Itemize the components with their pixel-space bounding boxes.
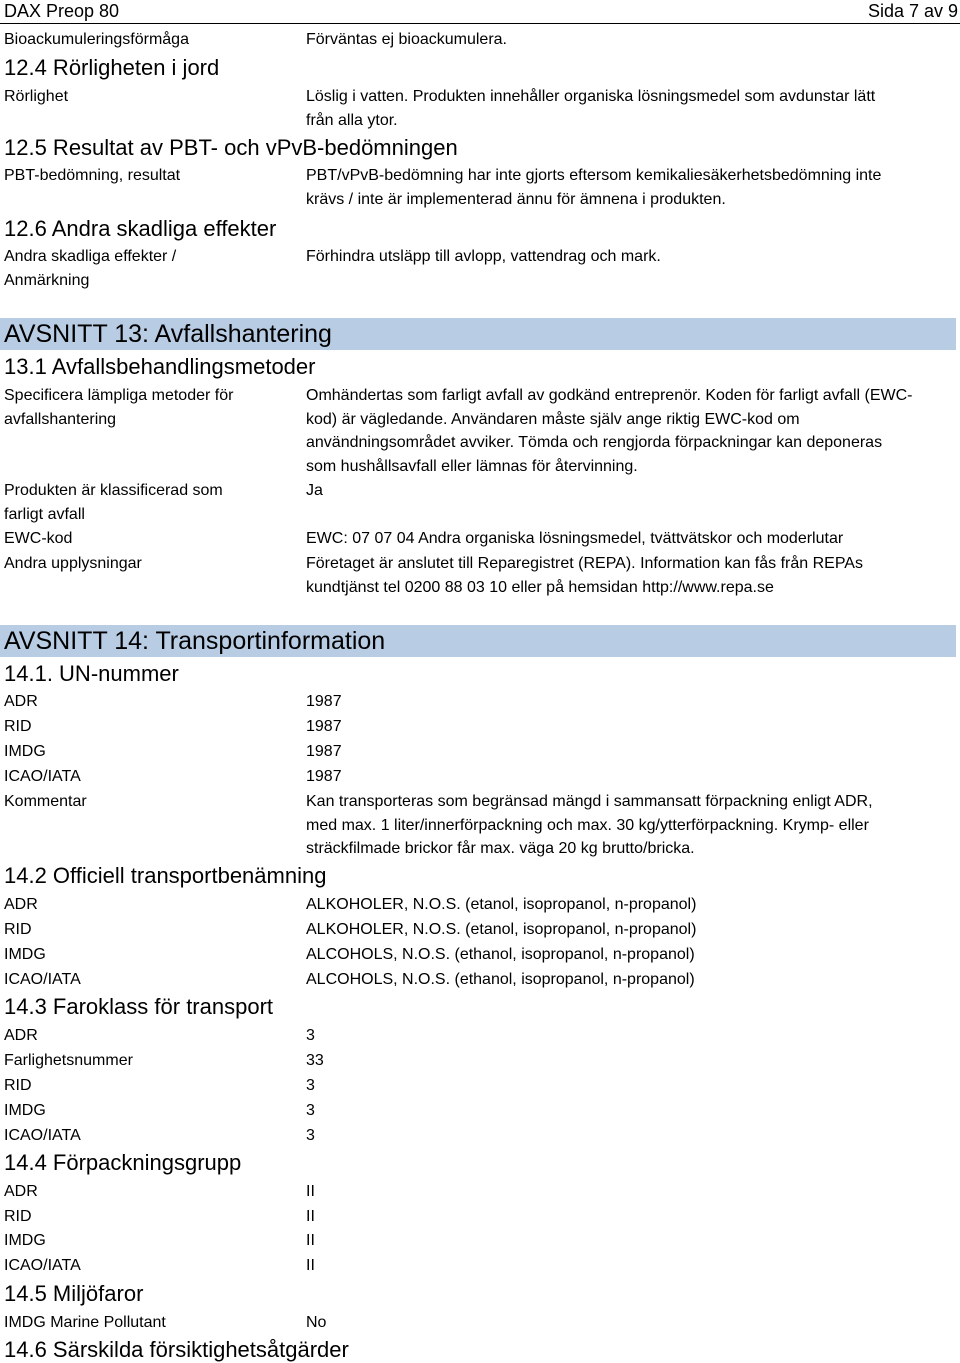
un-row-label: ADR (4, 693, 38, 710)
shipping-name-label: IMDG (4, 946, 46, 963)
shipping-name-label: ADR (4, 896, 38, 913)
hazard-class-value: 33 (306, 1052, 324, 1069)
disposal-method-label: Specificera lämpliga metoder för avfallshantering (4, 387, 234, 428)
hazard-class-value: 3 (306, 1102, 315, 1119)
disposal-method-value: Omhändertas som farligt avfall av godkänd entreprenör. Koden för farligt avfall (EWC-kod) är vägledande. Användaren måste själv ange riktig EWC-kod om användningsområdet avviker. Tömda och rengjorda förpackningar kan deponeras som hushållsavfall eller lämnas för återvinning. (306, 387, 913, 475)
un-row-value: 1987 (306, 718, 342, 735)
hazardous-waste-value: Ja (306, 482, 323, 499)
mobility-label: Rörlighet (4, 88, 69, 105)
shipping-name-value: ALCOHOLS, N.O.S. (ethanol, isopropanol, n-propanol) (306, 946, 695, 963)
packing-group-label: ADR (4, 1183, 38, 1200)
hazardous-waste-label: Produkten är klassificerad som farligt avfall (4, 482, 223, 523)
bioaccumulation-value: Förväntas ej bioackumulera. (306, 31, 507, 48)
mobility-value: Löslig i vatten. Produkten innehåller organiska lösningsmedel som avdunstar lätt från alla ytor. (306, 88, 876, 129)
other-info-value: Företaget är anslutet till Reparegistret (REPA). Information kan fås från REPAs kundtjänst tel 0200 88 03 10 eller på hemsidan http://www.repa.se (306, 555, 863, 596)
other-info-label: Andra upplysningar (4, 555, 142, 572)
hazard-class-label: RID (4, 1077, 32, 1094)
document-name: DAX Preop 80 (4, 1, 120, 21)
subheading-12-6: 12.6 Andra skadliga effekter (4, 216, 277, 241)
shipping-name-label: RID (4, 921, 32, 938)
hazard-class-label: ICAO/IATA (4, 1127, 81, 1144)
shipping-name-value: ALKOHOLER, N.O.S. (etanol, isopropanol, n-propanol) (306, 921, 697, 938)
hazard-class-label: Farlighetsnummer (4, 1052, 133, 1069)
un-row-value: 1987 (306, 693, 342, 710)
packing-group-value: II (306, 1183, 315, 1200)
packing-group-label: RID (4, 1208, 32, 1225)
comment-label: Kommentar (4, 793, 87, 810)
other-effects-label: Andra skadliga effekter / Anmärkning (4, 248, 177, 289)
hazard-class-label: IMDG (4, 1102, 46, 1119)
un-row-label: ICAO/IATA (4, 768, 81, 785)
ewc-code-value: EWC: 07 07 04 Andra organiska lösningsmedel, tvättvätskor och moderlutar (306, 530, 844, 547)
subheading-14-2: 14.2 Officiell transportbenämning (4, 863, 327, 888)
comment-value: Kan transporteras som begränsad mängd i sammansatt förpackning enligt ADR, med max. 1 liter/innerförpackning och max. 30 kg/ytterförpackning. Krymp- eller sträckfilmade brickor får max. väga 20 kg brutto/bricka. (306, 793, 873, 857)
subheading-14-4: 14.4 Förpackningsgrupp (4, 1150, 242, 1175)
other-effects-value: Förhindra utsläpp till avlopp, vattendrag och mark. (306, 248, 661, 265)
packing-group-value: II (306, 1208, 315, 1225)
shipping-name-label: ICAO/IATA (4, 971, 81, 988)
pbt-label: PBT-bedömning, resultat (4, 167, 181, 184)
subheading-12-4: 12.4 Rörligheten i jord (4, 55, 220, 80)
hazard-class-label: ADR (4, 1027, 38, 1044)
packing-group-value: II (306, 1257, 315, 1274)
hazard-class-value: 3 (306, 1127, 315, 1144)
ewc-code-label: EWC-kod (4, 530, 73, 547)
subheading-14-1: 14.1. UN-nummer (4, 661, 179, 686)
page-header (0, 0, 960, 24)
bioaccumulation-label: Bioackumuleringsförmåga (4, 31, 189, 48)
subheading-14-6: 14.6 Särskilda försiktighetsåtgärder (4, 1337, 349, 1362)
section-13-title: AVSNITT 13: Avfallshantering (4, 320, 332, 348)
packing-group-value: II (306, 1232, 315, 1249)
packing-group-label: ICAO/IATA (4, 1257, 81, 1274)
section-13-band (0, 318, 956, 350)
section-14-band (0, 625, 956, 657)
subheading-14-3: 14.3 Faroklass för transport (4, 994, 274, 1019)
un-row-value: 1987 (306, 743, 342, 760)
hazard-class-value: 3 (306, 1077, 315, 1094)
shipping-name-value: ALCOHOLS, N.O.S. (ethanol, isopropanol, n-propanol) (306, 971, 695, 988)
environmental-hazard-value: No (306, 1314, 327, 1331)
packing-group-label: IMDG (4, 1232, 46, 1249)
shipping-name-value: ALKOHOLER, N.O.S. (etanol, isopropanol, n-propanol) (306, 896, 697, 913)
environmental-hazard-label: IMDG Marine Pollutant (4, 1314, 166, 1331)
section-14-title: AVSNITT 14: Transportinformation (4, 627, 386, 655)
un-row-label: IMDG (4, 743, 46, 760)
hazard-class-value: 3 (306, 1027, 315, 1044)
subheading-12-5: 12.5 Resultat av PBT- och vPvB-bedömningen (4, 135, 458, 160)
un-row-label: RID (4, 718, 32, 735)
subheading-13-1: 13.1 Avfallsbehandlingsmetoder (4, 354, 316, 379)
subheading-14-5: 14.5 Miljöfaror (4, 1281, 144, 1306)
un-row-value: 1987 (306, 768, 342, 785)
pbt-value: PBT/vPvB-bedömning har inte gjorts eftersom kemikaliesäkerhetsbedömning inte krävs / inte är implementerad ännu för ämnena i produkten. (306, 167, 882, 208)
page-number: Sida 7 av 9 (867, 1, 958, 21)
